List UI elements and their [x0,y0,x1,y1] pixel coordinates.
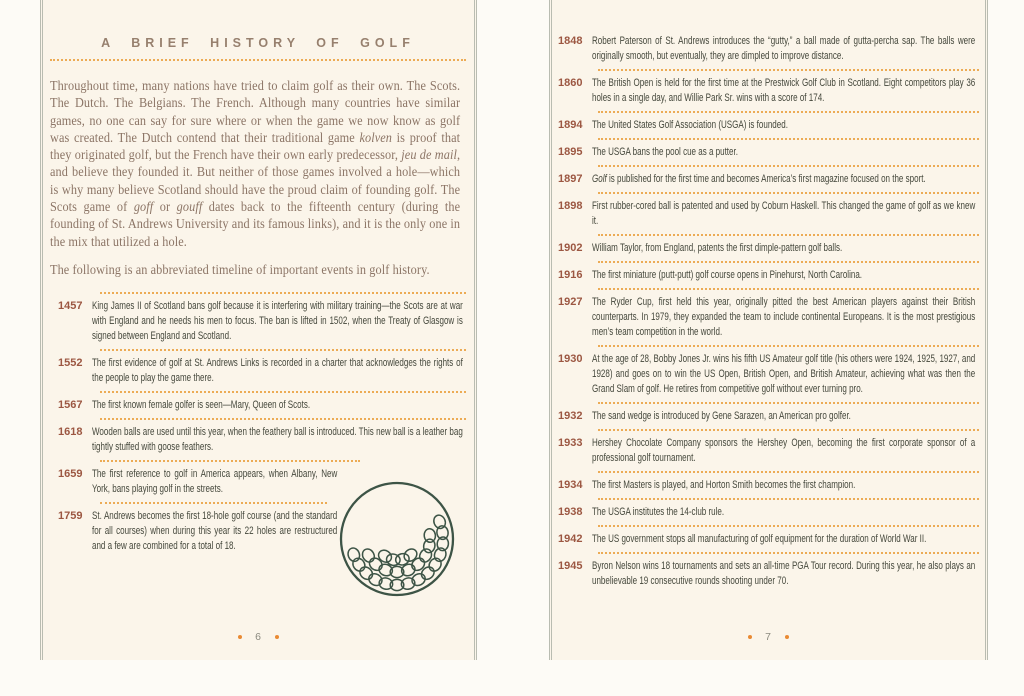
timeline-entry-text [592,34,975,64]
text-segment: Hershey Chocolate Company sponsors the Hershey Open, becoming the first corporate sponsor of a professional golf tournament. [592,437,976,464]
timeline-entry-1552 [58,356,466,386]
timeline-entry-text [592,436,975,466]
left-page-paper [40,0,477,660]
left-page-footer [43,632,474,642]
dotted-separator [100,391,466,393]
dotted-separator [598,192,979,194]
dotted-separator [100,460,360,462]
text-segment: is proof that they originated golf, but the French have their own early predecessor, [50,129,461,163]
timeline-year: 1618 [58,426,83,439]
timeline-entry-text [92,356,463,386]
dotted-separator [598,288,979,290]
text-segment: The first known female golfer is seen—Mary, Queen of Scots. [92,399,311,412]
right-page-footer [552,632,985,642]
timeline-entry-text [92,398,463,413]
dotted-separator [598,345,979,347]
timeline-entry-text [592,268,975,283]
timeline-entry-1902 [558,241,979,256]
text-segment: , and believe they founded it. But neither of those games involved a hole—which is why many believe Scotland should have the proud claim of founding golf. The Scots game of [50,147,461,215]
golf-ball-illustration [337,479,457,599]
timeline-year: 1759 [58,510,83,523]
text-segment: Wooden balls are used until this year, when the feathery ball is introduced. This new ball is a leather bag tightly stuffed with goose feathers. [92,426,463,454]
timeline-entry-text [592,241,975,256]
timeline-entry-text [592,352,975,397]
timeline-entry-1848 [558,34,979,64]
timeline-entry-text [92,299,463,344]
intro-paragraph [50,77,460,250]
timeline-year: 1659 [58,468,83,481]
text-segment: The USGA institutes the 14-club rule. [592,506,725,518]
text-segment: The Ryder Cup, first held this year, originally pitted the best American players against their British counterparts. In 1979, they expanded the team to include continental Europeans. It is the most prestigious men’s team competition in the world. [592,296,976,338]
timeline-year: 1902 [558,242,583,254]
timeline-entry-1567 [58,398,466,413]
timeline-year: 1945 [558,560,583,572]
timeline-entry-1860 [558,76,979,106]
timeline-entry-text [592,559,975,589]
dotted-separator [100,349,466,351]
timeline-year: 1848 [558,35,583,47]
timeline-year: 1552 [58,357,83,370]
timeline-year: 1457 [58,300,83,313]
text-segment: or [153,199,177,215]
text-segment: The USGA bans the pool cue as a putter. [592,146,738,158]
timeline-entry-text [592,505,975,520]
text-segment: Byron Nelson wins 18 tournaments and sets an all-time PGA Tour record. During this year, he also plays an unbelievable 19 consecutive rounds shooting under 70. [592,560,976,587]
text-segment: The first reference to golf in America appears, when Albany, New York, bans playing golf in the streets. [92,468,338,496]
dotted-separator [598,525,979,527]
timeline-entry-text [592,145,975,160]
timeline-entry-1930 [558,352,979,397]
timeline-entry-1916 [558,268,979,283]
right-page-paper [549,0,988,660]
timeline-year: 1930 [558,353,583,365]
title-dotted-rule [50,59,466,61]
italic-term: goff [133,199,154,215]
dotted-separator [598,138,979,140]
timeline-entry-1942 [558,532,979,547]
timeline-entry-1932 [558,409,979,424]
timeline-year: 1860 [558,77,583,89]
timeline-year: 1567 [58,399,83,412]
text-segment: Throughout time, many nations have tried to claim golf as their own. The Scots. The Dutch. The Belgians. The French. Although many countries have similar games, no one can say for sure where or when the game we now know as golf was created. The Dutch contend that their traditional game [50,78,461,145]
timeline-right [558,34,979,589]
text-segment: King James II of Scotland bans golf because it is interfering with military training—the Scots are at war with England and he needs his men to focus. The ban is lifted in 1502, when the Treaty of Glasgow is signed between England and Scotland. [92,300,463,343]
timeline-year: 1895 [558,146,583,158]
timeline-entry-1897 [558,172,979,187]
timeline-entry-text [592,532,975,547]
timeline-entry-1894 [558,118,979,133]
dotted-separator [598,234,979,236]
footer-dot [748,635,752,639]
timeline-entry-1618 [58,425,466,455]
text-segment: William Taylor, from England, patents the first dimple-pattern golf balls. [592,242,843,254]
text-segment: The British Open is held for the first time at the Prestwick Golf Club in Scotland. Eight competitors play 36 holes in a single day, and Willie Park Sr. wins with a score of 174. [592,77,976,104]
intro-paragraph-2: The following is an abbreviated timeline of important events in golf history. [50,261,430,277]
text-segment: The sand wedge is introduced by Gene Sarazen, an American pro golfer. [592,410,851,422]
text-segment: is published for the first time and becomes America’s first magazine focused on the sport. [606,173,926,185]
timeline-entry-text [92,467,337,497]
text-segment: At the age of 28, Bobby Jones Jr. wins his fifth US Amateur golf title (his others were 1924, 1925, 1927, and 1928) and goes on to win the US Open, British Open, and British Amateur, achieving what was then the Grand Slam of golf. He retires from competitive golf without ever turning pro. [592,353,976,395]
timeline-entry-1457 [58,299,466,344]
left-page [0,0,512,660]
dotted-separator [598,111,979,113]
timeline-year: 1934 [558,479,583,491]
timeline-year: 1933 [558,437,583,449]
dotted-separator [598,69,979,71]
dotted-separator [598,261,979,263]
timeline-entry-text [592,76,975,106]
timeline-entry-1945 [558,559,979,589]
timeline-entry-text [92,509,337,554]
timeline-year: 1897 [558,173,583,185]
text-segment: The first evidence of golf at St. Andrews Links is recorded in a charter that acknowledges the rights of the people to play the game there. [92,357,463,385]
timeline-year: 1927 [558,296,583,308]
dotted-separator [598,552,979,554]
text-segment: dates back to the fifteenth century (during the founding of St. Andrews University and its famous links), and it is the only one in the mix that utilized a hole. [50,199,461,249]
timeline-entry-text [592,295,975,340]
intro-text [50,77,460,278]
timeline-entry-1927 [558,295,979,340]
page-title: A BRIEF HISTORY OF GOLF [101,36,415,50]
timeline-entry-1933 [558,436,979,466]
timeline-year: 1938 [558,506,583,518]
page-number: 6 [255,631,262,643]
timeline-entry-1934 [558,478,979,493]
dotted-separator [598,402,979,404]
timeline-entry-text [592,172,975,187]
timeline-entry-text [592,409,975,424]
dotted-separator [100,418,466,420]
footer-dot [238,635,242,639]
text-segment: The US government stops all manufacturing of golf equipment for the duration of World War II. [592,533,927,545]
right-page [512,0,1024,660]
timeline-entry-1898 [558,199,979,229]
text-segment: The first miniature (putt-putt) golf course opens in Pinehurst, North Carolina. [592,269,863,281]
timeline-year: 1932 [558,410,583,422]
timeline-entry-text [592,478,975,493]
timeline-year: 1942 [558,533,583,545]
dotted-separator [100,292,466,294]
timeline-entry-1895 [558,145,979,160]
text-segment: The United States Golf Association (USGA) is founded. [592,119,788,131]
timeline-entry-text [92,425,463,455]
text-segment: The first Masters is played, and Horton Smith becomes the first champion. [592,479,856,491]
text-segment: Robert Paterson of St. Andrews introduces the “gutty,” a ball made of gutta-percha sap. The balls were originally smooth, but eventually, they are dimpled to improve distance. [592,35,976,62]
text-segment: First rubber-cored ball is patented and used by Coburn Haskell. This changed the game of golf as we knew it. [592,200,976,227]
timeline-entry-text [592,199,975,229]
italic-term: jeu de mail [401,147,457,163]
timeline-year: 1898 [558,200,583,212]
footer-dot [785,635,789,639]
page-number: 7 [765,631,772,643]
dotted-separator [598,429,979,431]
timeline-entry-text [592,118,975,133]
dotted-separator [598,498,979,500]
timeline-year: 1916 [558,269,583,281]
italic-term: kolven [359,129,393,145]
dotted-separator [598,471,979,473]
timeline-year: 1894 [558,119,583,131]
timeline-entry-1938 [558,505,979,520]
dotted-separator [100,502,327,504]
italic-term: gouff [176,199,203,215]
dotted-separator [598,165,979,167]
text-segment: St. Andrews becomes the first 18-hole golf course (and the standard for all courses) when during this year its 22 holes are restructured and a few are combined for a total of 18. [92,510,338,553]
italic-term: Golf [592,173,607,185]
footer-dot [275,635,279,639]
